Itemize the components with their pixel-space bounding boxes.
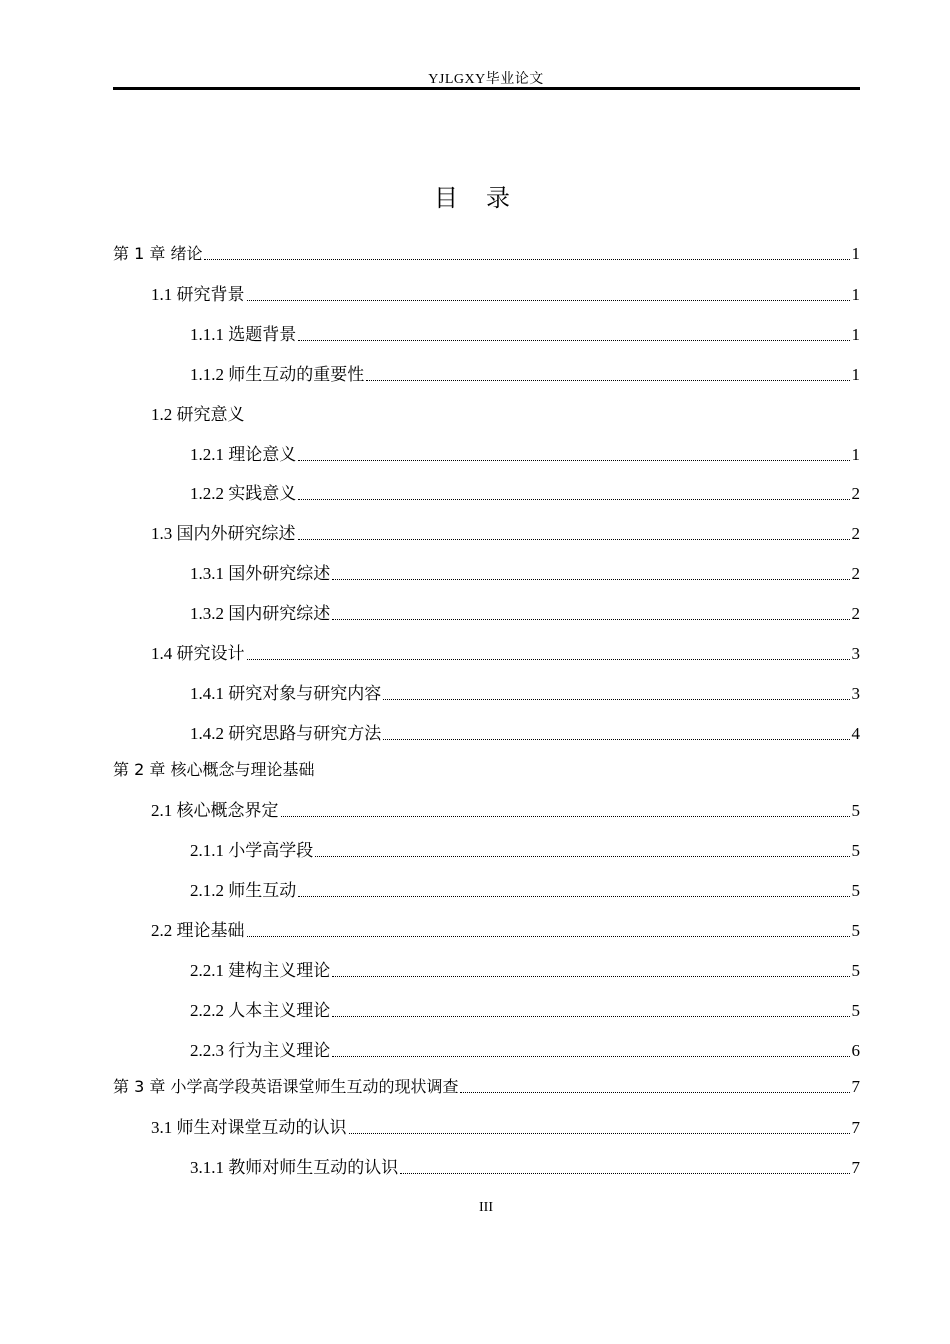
toc-entry[interactable]: [113, 602, 860, 626]
dot-leader: [281, 815, 850, 817]
toc-entry-label: 1.4.1 研究对象与研究内容: [190, 684, 382, 703]
toc-entry-page-number: 1: [851, 244, 860, 263]
toc-entry[interactable]: [113, 879, 860, 903]
dot-leader: [332, 975, 849, 977]
toc-entry[interactable]: [113, 919, 860, 943]
toc-entry[interactable]: [113, 758, 860, 782]
toc-entry[interactable]: [113, 562, 860, 586]
dot-leader: [332, 1055, 849, 1057]
toc-entry-page-number: 1: [851, 365, 860, 384]
dot-leader: [349, 1132, 850, 1134]
dot-leader: [298, 498, 849, 500]
toc-entry-label: 第 2 章 核心概念与理论基础: [113, 760, 315, 779]
toc-entry-page-number: 5: [851, 841, 860, 860]
toc-entry-label: 1.4 研究设计: [151, 644, 245, 663]
dot-leader: [332, 1015, 849, 1017]
toc-entry-label: 第 3 章 小学高学段英语课堂师生互动的现状调查: [113, 1077, 459, 1096]
toc-entry-label: 1.1 研究背景: [151, 285, 245, 304]
toc-entry[interactable]: [113, 1116, 860, 1140]
dot-leader: [332, 578, 849, 580]
toc-entry[interactable]: [113, 1039, 860, 1063]
toc-entry-page-number: 6: [851, 1041, 860, 1060]
toc-entry-page-number: 7: [851, 1077, 860, 1096]
toc-entry[interactable]: [113, 959, 860, 983]
toc-entry[interactable]: [113, 1156, 860, 1180]
toc-entry-page-number: 5: [851, 1001, 860, 1020]
toc-entry[interactable]: [113, 363, 860, 387]
toc-entry-label: 2.1.2 师生互动: [190, 881, 297, 900]
toc-entry-label: 1.1.2 师生互动的重要性: [190, 365, 365, 384]
dot-leader: [298, 538, 850, 540]
dot-leader: [315, 855, 849, 857]
toc-entry-label: 3.1 师生对课堂互动的认识: [151, 1118, 347, 1137]
toc-entry-page-number: 5: [851, 801, 860, 820]
dot-leader: [366, 379, 849, 381]
toc-entry-page-number: 1: [851, 445, 860, 464]
toc-entry[interactable]: [113, 1075, 860, 1099]
toc-entry-page-number: 3: [851, 644, 860, 663]
dot-leader: [460, 1091, 849, 1093]
toc-entry[interactable]: [113, 839, 860, 863]
toc-entry-label: 1.2.1 理论意义: [190, 445, 297, 464]
toc-entry-page-number: 2: [851, 604, 860, 623]
dot-leader: [298, 339, 849, 341]
toc-entry[interactable]: [113, 999, 860, 1023]
dot-leader: [247, 299, 850, 301]
toc-entry[interactable]: [113, 242, 860, 266]
toc-entry-label: 2.1 核心概念界定: [151, 801, 279, 820]
toc-entry-page-number: 5: [851, 961, 860, 980]
toc-entry[interactable]: [113, 522, 860, 546]
toc-entry[interactable]: [113, 482, 860, 506]
toc-entry-page-number: 2: [851, 564, 860, 583]
toc-entry-label: 3.1.1 教师对师生互动的认识: [190, 1158, 399, 1177]
dot-leader: [332, 618, 849, 620]
toc-entry-page-number: 3: [851, 684, 860, 703]
dot-leader: [247, 935, 850, 937]
toc-entry-page-number: 4: [851, 724, 860, 743]
dot-leader: [298, 459, 849, 461]
dot-leader: [247, 658, 850, 660]
toc-entry[interactable]: [113, 682, 860, 706]
running-header: YJLGXY毕业论文: [428, 72, 544, 87]
toc-entry-label: 2.2 理论基础: [151, 921, 245, 940]
toc-entry[interactable]: [113, 443, 860, 467]
toc-entry-page-number: 1: [851, 285, 860, 304]
toc-entry[interactable]: [113, 283, 860, 307]
page-number: III: [479, 1200, 493, 1215]
toc-entry[interactable]: [113, 323, 860, 347]
toc-entry-label: 2.2.2 人本主义理论: [190, 1001, 331, 1020]
dot-leader: [298, 895, 849, 897]
toc-entry-page-number: 2: [851, 484, 860, 503]
toc-title: 目录: [434, 184, 538, 212]
dot-leader: [400, 1172, 849, 1174]
toc-entry[interactable]: [113, 403, 860, 427]
header-rule: [113, 87, 860, 90]
toc-entry-label: 1.3.2 国内研究综述: [190, 604, 331, 623]
toc-entry-label: 2.2.3 行为主义理论: [190, 1041, 331, 1060]
toc-entry-page-number: 7: [851, 1118, 860, 1137]
dot-leader: [204, 258, 849, 260]
toc-entry-label: 1.3.1 国外研究综述: [190, 564, 331, 583]
toc-entry-label: 1.2.2 实践意义: [190, 484, 297, 503]
toc-entry-label: 1.1.1 选题背景: [190, 325, 297, 344]
toc-entry-label: 第 1 章 绪论: [113, 244, 203, 263]
toc-entry[interactable]: [113, 799, 860, 823]
toc-entry-label: 1.2 研究意义: [151, 405, 245, 424]
toc-entry-label: 1.4.2 研究思路与研究方法: [190, 724, 382, 743]
toc-entry-page-number: 5: [851, 921, 860, 940]
dot-leader: [383, 698, 849, 700]
toc-entry[interactable]: [113, 722, 860, 746]
toc-entry-page-number: 7: [851, 1158, 860, 1177]
toc-entry-label: 2.2.1 建构主义理论: [190, 961, 331, 980]
dot-leader: [383, 738, 849, 740]
toc-entry-label: 2.1.1 小学高学段: [190, 841, 314, 860]
toc-entry[interactable]: [113, 642, 860, 666]
toc-entry-page-number: 1: [851, 325, 860, 344]
toc-entry-label: 1.3 国内外研究综述: [151, 524, 296, 543]
toc-entry-page-number: 2: [851, 524, 860, 543]
toc-entry-page-number: 5: [851, 881, 860, 900]
